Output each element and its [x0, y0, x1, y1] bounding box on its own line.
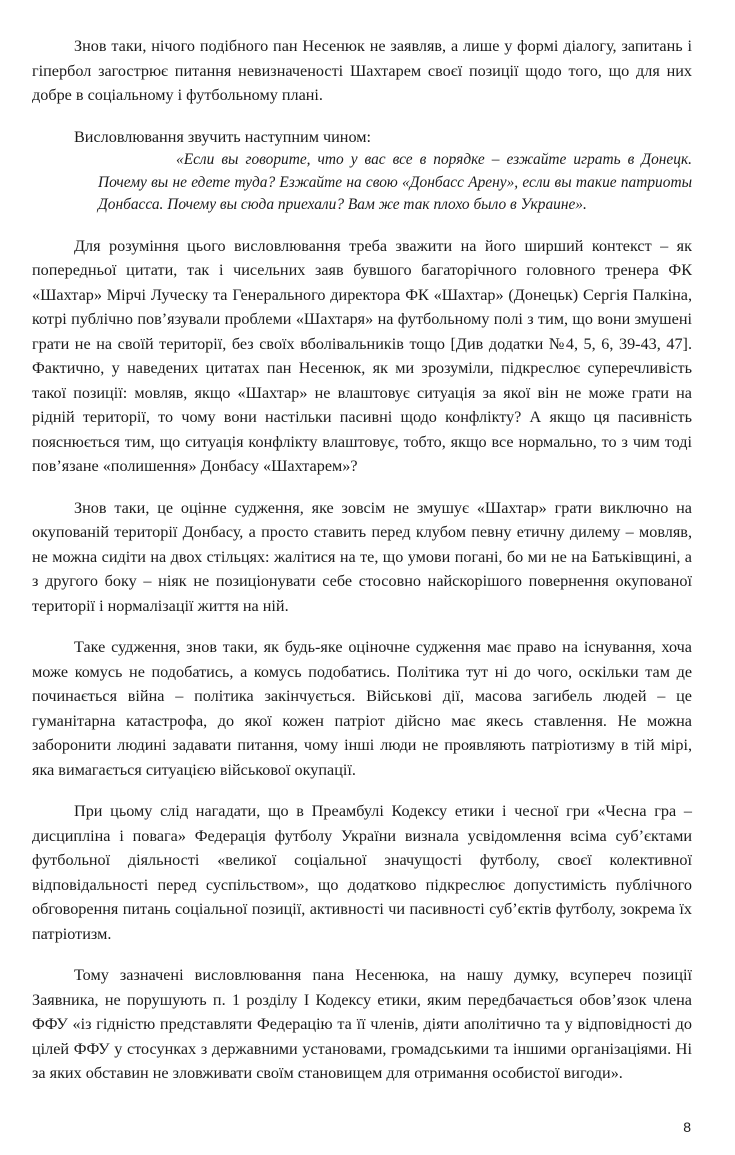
- paragraph-6: При цьому слід нагадати, що в Преамбулі Кодексу етики і чесної гри «Чесна гра – дисципліна і повага» Федерація футболу України визнала усвідомлення всіма суб’єктами футбольної діяльності «великої соціальної значущості футболу, своєї колективної відповідальності перед суспільством», що додатково підкреслює допустимість публічного обговорення питань соціальної позиції, активності чи пасивності суб’єктів футболу, зокрема їх патріотизм.: [32, 802, 692, 943]
- quote-text: «Если вы говорите, что у вас все в порядке – езжайте играть в Донецк. Почему вы не едете туда? Езжайте на свою «Донбасс Арену», если вы такие патриоты Донбасса. Почему вы сюда приехали? Вам же так плохо было в Украине».: [98, 151, 692, 213]
- paragraph-5: Таке судження, знов таки, як будь-яке оціночне судження має право на існування, хоча може комусь не подобатись, а комусь подобатись. Політика тут ні до чого, оскільки там де починається війна – політика закінчується. Військові дії, масова загибель людей – це гуманітарна катастрофа, до якої кожен патріот дійсно має якесь ставлення. Не можна заборонити людині задавати питання, чому інші люди не проявляють патріотизму в тій мірі, яка вимагається ситуацією військової окупації.: [32, 638, 692, 779]
- page-number: 8: [683, 1119, 691, 1135]
- paragraph-4: Знов таки, це оцінне судження, яке зовсім не змушує «Шахтар» грати виключно на окупованій території Донбасу, а просто ставить перед клубом певну етичну дилему – мовляв, не можна сидіти на двох стільцях: жалітися на те, що умови погані, бо ми не на Батьківщині, а з другого боку – ніяк не позиціонувати себе стосовно найскорішого повернення окупованої території і нормалізації життя на ній.: [32, 498, 692, 615]
- paragraph-7: Тому зазначені висловлювання пана Несенюка, на нашу думку, всупереч позиції Заявника, не порушують п. 1 розділу І Кодексу етики, яким передбачається обов’язок члена ФФУ «із гідністю представляти Федерацію та її членів, діяти аполітично та у відповідності до цілей ФФУ у стосунках з державними установами, громадськими та іншими організаціями. Ні за яких обставин не зловживати своїм становищем для отримання особистої вигоди».: [32, 966, 692, 1082]
- paragraph-3: Для розуміння цього висловлювання треба зважити на його ширший контекст – як попередньої цитати, так і чисельних заяв бувшого багаторічного головного тренера ФК «Шахтар» Мірчі Луческу та Генерального директора ФК «Шахтар» (Донецьк) Сергія Палкіна, котрі публічно пов’язували проблеми «Шахтаря» на футбольному полі з тим, що вони змушені грати не на своїй території, без своїх вболівальників тощо [Див додатки №4, 5, 6, 39-43, 47]. Фактично, у наведених цитатах пан Несенюк, як ми зрозуміли, підкреслює суперечливість такої позиції: мовляв, якщо «Шахтар» не влаштовує ситуація за якої він не може грати на рідній території, то чому вони настільки пасивні щодо конфлікту? А якщо ця пасивність пояснюється тим, що ситуація конфлікту влаштовує, тобто, якщо все нормально, то з чим тоді пов’язане «полишення» Донбасу «Шахтарем»?: [32, 236, 692, 475]
- quote-intro: Висловлювання звучить наступним чином:: [74, 127, 371, 146]
- document-page: [32, 34, 692, 1086]
- paragraph-1: Знов таки, нічого подібного пан Несенюк не заявляв, а лише у формі діалогу, запитань і гіпербол загострює питання невизначеності Шахтарем своєї позиції щодо того, що для них добре в соціальному і футбольному плані.: [32, 37, 692, 104]
